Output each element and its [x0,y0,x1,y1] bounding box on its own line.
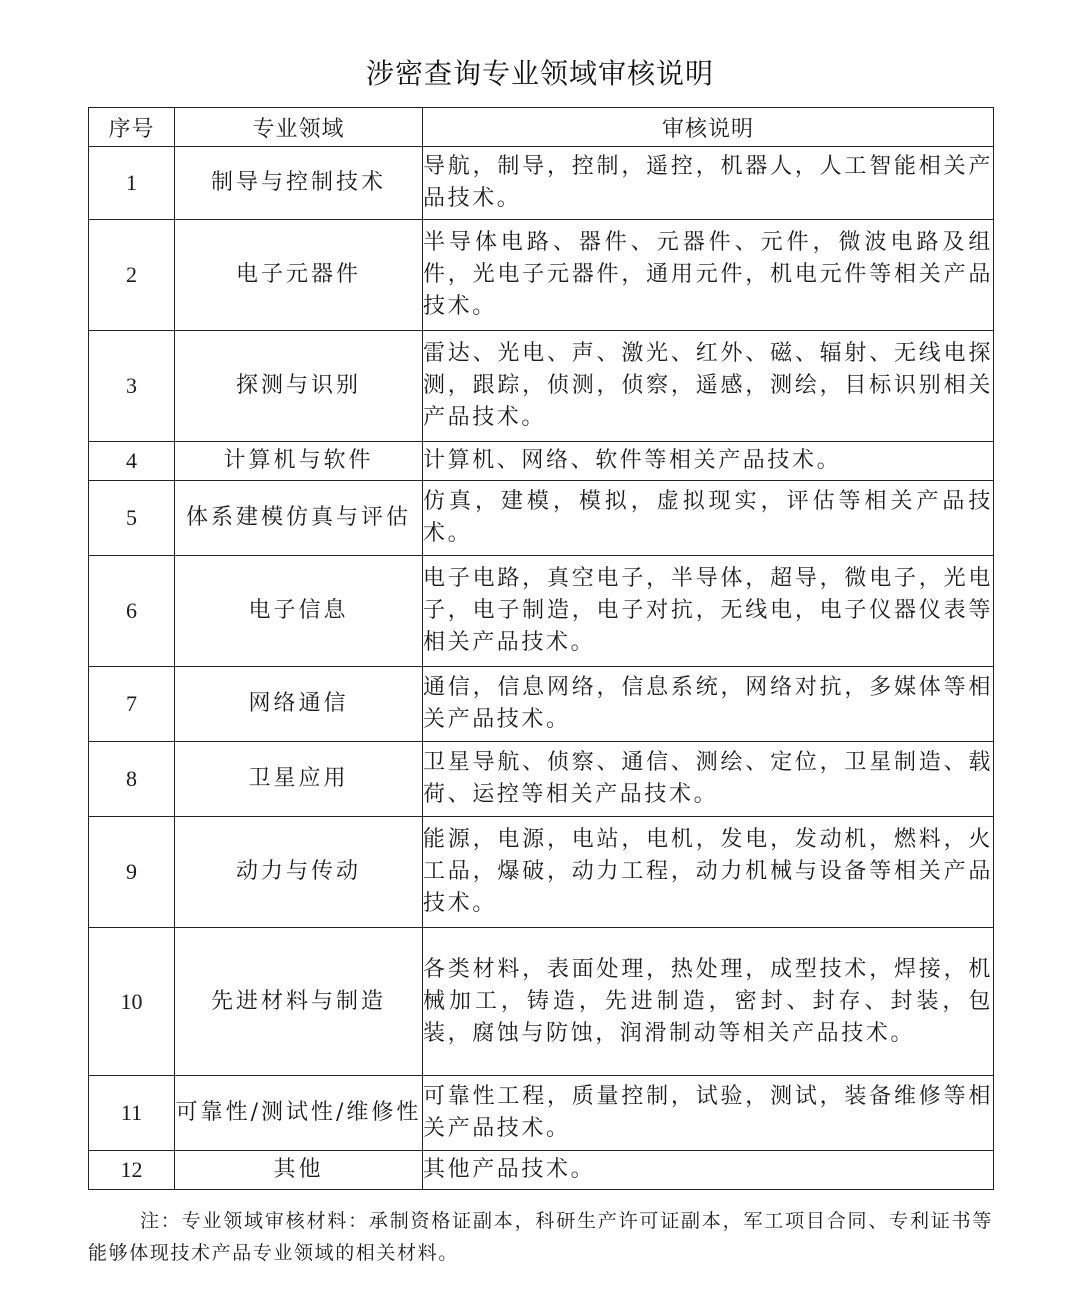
row-desc: 各类材料，表面处理，热处理，成型技术，焊接，机械加工，铸造，先进制造，密封、封存、封装，包装，腐蚀与防蚀，润滑制动等相关产品技术。 [423,928,994,1076]
row-desc: 其他产品技术。 [423,1151,994,1190]
row-desc: 能源，电源，电站，电机，发电，发动机，燃料，火工品，爆破，动力工程，动力机械与设备等相关产品技术。 [423,817,994,928]
document-title: 涉密查询专业领域审核说明 [365,57,714,90]
row-num: 3 [89,331,175,442]
row-field: 电子信息 [175,556,423,667]
row-num: 5 [89,481,175,556]
table-row [89,817,994,928]
header-field: 专业领域 [175,108,423,147]
row-field: 先进材料与制造 [175,928,423,1076]
row-field: 可靠性/测试性/维修性 [175,1076,423,1151]
row-field: 计算机与软件 [175,442,423,481]
row-num: 6 [89,556,175,667]
table-row [89,442,994,481]
row-num: 8 [89,742,175,817]
row-num: 12 [89,1151,175,1190]
table-row [89,147,994,220]
header-desc: 审核说明 [423,108,994,147]
footnote: 注：专业领域审核材料：承制资格证副本，科研生产许可证副本，军工项目合同、专利证书等能够体现技术产品专业领域的相关材料。 [88,1210,993,1264]
row-field: 电子元器件 [175,220,423,331]
row-field: 卫星应用 [175,742,423,817]
row-num: 2 [89,220,175,331]
table-row [89,481,994,556]
row-desc: 电子电路，真空电子，半导体，超导，微电子，光电子，电子制造，电子对抗，无线电，电子仪器仪表等相关产品技术。 [423,556,994,667]
row-num: 1 [89,147,175,220]
row-desc: 雷达、光电、声、激光、红外、磁、辐射、无线电探测，跟踪，侦测，侦察，遥感，测绘，目标识别相关产品技术。 [423,331,994,442]
row-field: 制导与控制技术 [175,147,423,220]
table-row [89,1076,994,1151]
row-desc: 仿真，建模，模拟，虚拟现实，评估等相关产品技术。 [423,481,994,556]
table-row [89,556,994,667]
table-header-row [89,108,994,147]
table-row [89,1151,994,1190]
row-num: 11 [89,1076,175,1151]
table-row [89,220,994,331]
row-desc: 导航，制导，控制，遥控，机器人，人工智能相关产品技术。 [423,147,994,220]
row-desc: 通信，信息网络，信息系统，网络对抗，多媒体等相关产品技术。 [423,667,994,742]
row-field: 体系建模仿真与评估 [175,481,423,556]
table-row [89,928,994,1076]
review-table [88,107,994,1190]
row-field: 探测与识别 [175,331,423,442]
table-row [89,331,994,442]
row-desc: 卫星导航、侦察、通信、测绘、定位，卫星制造、载荷、运控等相关产品技术。 [423,742,994,817]
row-num: 7 [89,667,175,742]
row-desc: 半导体电路、器件、元器件、元件，微波电路及组件，光电子元器件，通用元件，机电元件等相关产品技术。 [423,220,994,331]
row-num: 4 [89,442,175,481]
row-num: 9 [89,817,175,928]
row-field: 网络通信 [175,667,423,742]
row-field: 其他 [175,1151,423,1190]
row-num: 10 [89,928,175,1076]
row-desc: 计算机、网络、软件等相关产品技术。 [423,442,994,481]
row-desc: 可靠性工程，质量控制，试验，测试，装备维修等相关产品技术。 [423,1076,994,1151]
table-row [89,742,994,817]
header-num: 序号 [89,108,175,147]
row-field: 动力与传动 [175,817,423,928]
table-row [89,667,994,742]
